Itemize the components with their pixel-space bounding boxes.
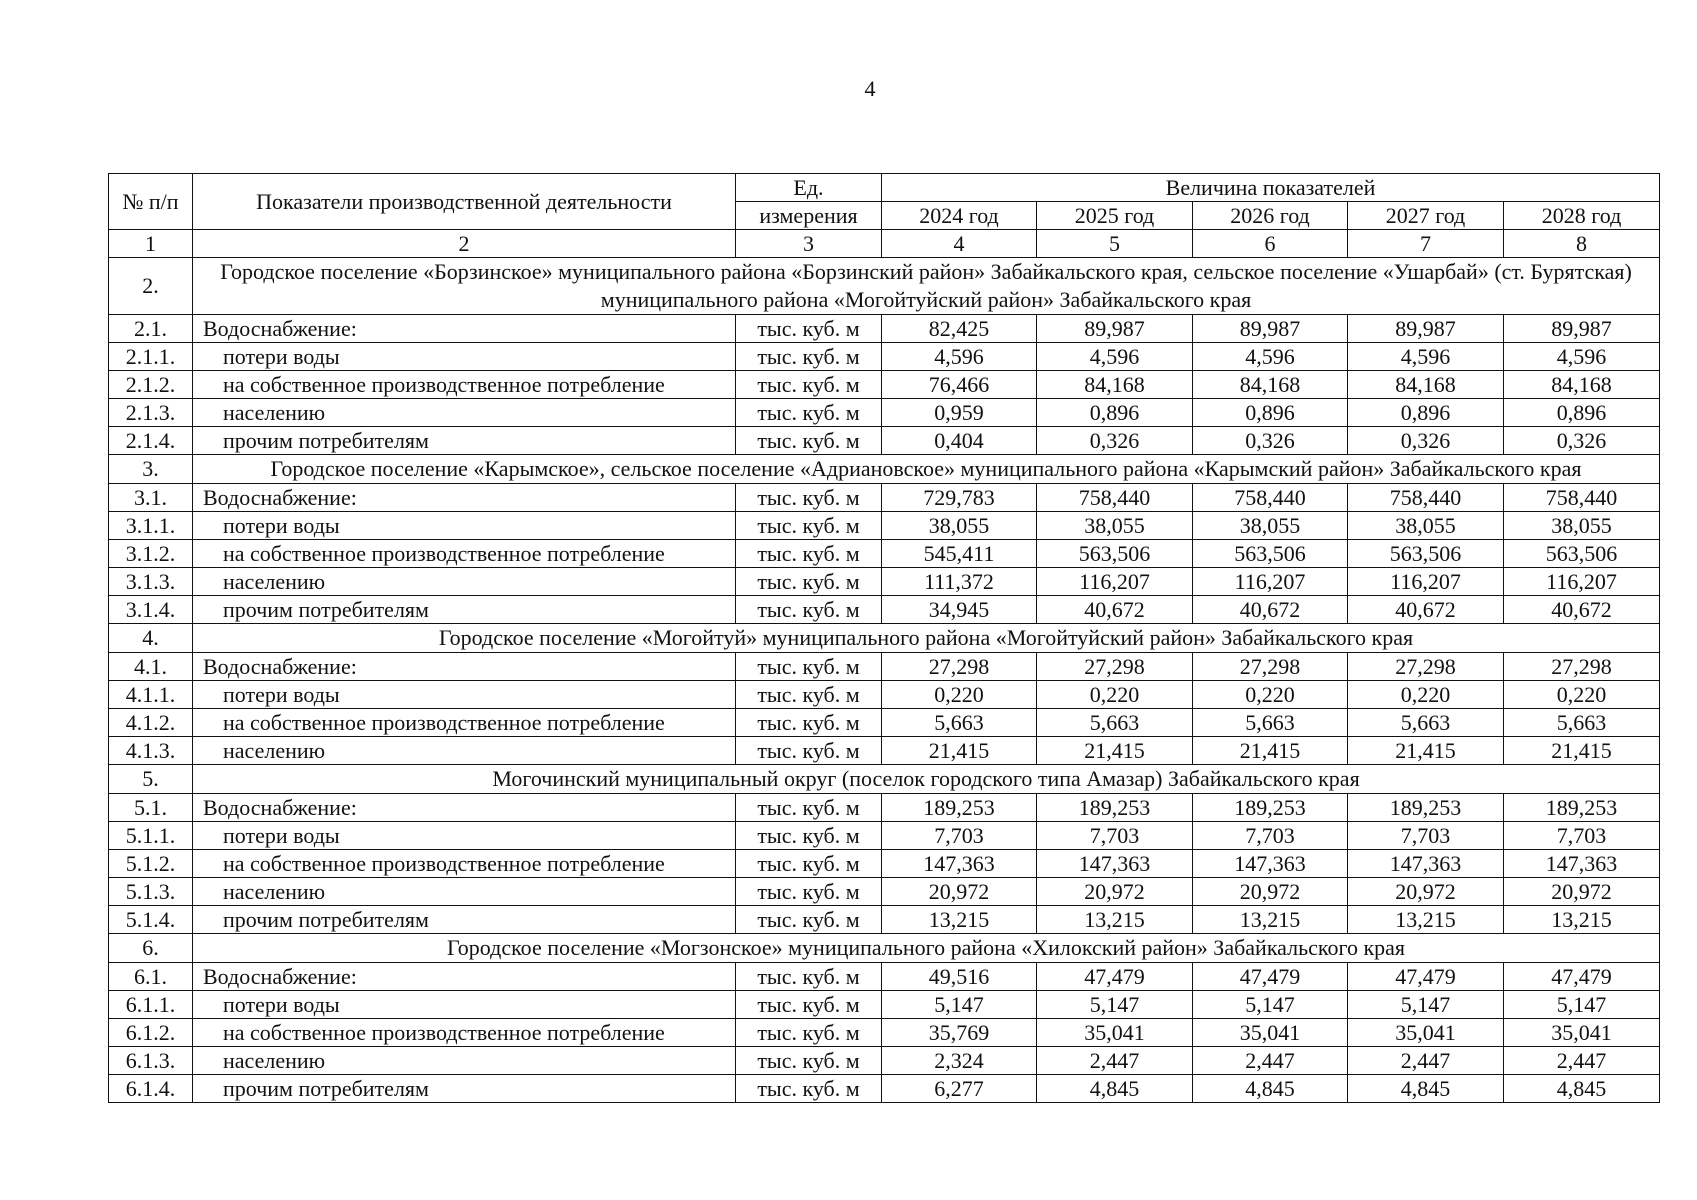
table-row [109, 963, 1660, 991]
row-unit: тыс. куб. м [736, 540, 882, 568]
row-num: 5.1. [109, 794, 193, 822]
row-label: Водоснабжение: [193, 484, 736, 512]
row-value: 7,703 [1348, 822, 1504, 850]
row-value: 21,415 [1037, 737, 1193, 765]
row-unit: тыс. куб. м [736, 568, 882, 596]
row-num: 5.1.3. [109, 878, 193, 906]
row-value: 5,663 [1193, 709, 1348, 737]
row-label: потери воды [193, 822, 736, 850]
row-num: 2.1.1. [109, 343, 193, 371]
header-year: 2027 год [1348, 202, 1504, 230]
row-value: 82,425 [882, 315, 1037, 343]
table-row [109, 1047, 1660, 1075]
row-unit: тыс. куб. м [736, 906, 882, 934]
table-row [109, 399, 1660, 427]
row-value: 35,041 [1348, 1019, 1504, 1047]
table-row [109, 1075, 1660, 1103]
row-unit: тыс. куб. м [736, 1075, 882, 1103]
table-row [109, 343, 1660, 371]
row-value: 7,703 [882, 822, 1037, 850]
row-value: 4,845 [1504, 1075, 1660, 1103]
row-label: Водоснабжение: [193, 653, 736, 681]
row-value: 758,440 [1037, 484, 1193, 512]
section-row [109, 455, 1660, 484]
row-unit: тыс. куб. м [736, 653, 882, 681]
row-num: 4.1.3. [109, 737, 193, 765]
row-value: 84,168 [1193, 371, 1348, 399]
table-row [109, 737, 1660, 765]
row-unit: тыс. куб. м [736, 427, 882, 455]
row-value: 20,972 [882, 878, 1037, 906]
row-value: 116,207 [1348, 568, 1504, 596]
row-value: 758,440 [1504, 484, 1660, 512]
row-num: 2.1.3. [109, 399, 193, 427]
row-value: 147,363 [1037, 850, 1193, 878]
row-value: 0,220 [1348, 681, 1504, 709]
row-value: 13,215 [1504, 906, 1660, 934]
row-value: 4,596 [1348, 343, 1504, 371]
row-value: 4,596 [1037, 343, 1193, 371]
row-value: 0,959 [882, 399, 1037, 427]
table-row [109, 512, 1660, 540]
indicators-table [108, 173, 1660, 1103]
header-year: 2025 год [1037, 202, 1193, 230]
section-row [109, 258, 1660, 315]
row-label: Водоснабжение: [193, 794, 736, 822]
column-number: 7 [1348, 230, 1504, 258]
row-value: 189,253 [882, 794, 1037, 822]
row-value: 4,845 [1348, 1075, 1504, 1103]
row-value: 38,055 [882, 512, 1037, 540]
table-row [109, 822, 1660, 850]
row-label: прочим потребителям [193, 596, 736, 624]
row-value: 47,479 [1037, 963, 1193, 991]
section-row [109, 765, 1660, 794]
table-row [109, 484, 1660, 512]
row-num: 5.1.1. [109, 822, 193, 850]
row-value: 38,055 [1504, 512, 1660, 540]
row-value: 758,440 [1348, 484, 1504, 512]
row-value: 0,220 [1037, 681, 1193, 709]
row-value: 20,972 [1504, 878, 1660, 906]
row-value: 0,896 [1193, 399, 1348, 427]
row-label: на собственное производственное потребление [193, 540, 736, 568]
column-number: 8 [1504, 230, 1660, 258]
row-value: 5,147 [1193, 991, 1348, 1019]
table-row [109, 681, 1660, 709]
row-value: 0,326 [1348, 427, 1504, 455]
table-row [109, 371, 1660, 399]
row-value: 0,404 [882, 427, 1037, 455]
table-row [109, 596, 1660, 624]
row-num: 2.1.4. [109, 427, 193, 455]
row-unit: тыс. куб. м [736, 822, 882, 850]
row-unit: тыс. куб. м [736, 399, 882, 427]
row-value: 89,987 [1348, 315, 1504, 343]
table-row [109, 653, 1660, 681]
row-value: 6,277 [882, 1075, 1037, 1103]
table-row [109, 906, 1660, 934]
row-unit: тыс. куб. м [736, 371, 882, 399]
row-unit: тыс. куб. м [736, 343, 882, 371]
row-label: на собственное производственное потребление [193, 850, 736, 878]
row-num: 3.1.1. [109, 512, 193, 540]
row-value: 47,479 [1504, 963, 1660, 991]
row-unit: тыс. куб. м [736, 484, 882, 512]
row-value: 189,253 [1504, 794, 1660, 822]
row-num: 6.1.3. [109, 1047, 193, 1075]
row-value: 147,363 [1193, 850, 1348, 878]
row-value: 47,479 [1193, 963, 1348, 991]
row-num: 5.1.4. [109, 906, 193, 934]
row-label: Водоснабжение: [193, 963, 736, 991]
row-num: 6.1.4. [109, 1075, 193, 1103]
row-value: 563,506 [1348, 540, 1504, 568]
row-num: 6.1.2. [109, 1019, 193, 1047]
row-value: 89,987 [1037, 315, 1193, 343]
section-title: Городское поселение «Борзинское» муниципального района «Борзинский район» Забайкальского края, сельское поселение «Ушарбай» (ст. Бурятская) муниципального района «Могойтуйский район» Забайкальского края [193, 258, 1660, 315]
row-value: 7,703 [1504, 822, 1660, 850]
header-indicator: Показатели производственной деятельности [193, 174, 736, 230]
row-label: на собственное производственное потребление [193, 371, 736, 399]
row-value: 0,220 [1193, 681, 1348, 709]
row-value: 4,596 [1193, 343, 1348, 371]
row-value: 0,220 [882, 681, 1037, 709]
row-value: 111,372 [882, 568, 1037, 596]
row-value: 27,298 [1504, 653, 1660, 681]
table-row [109, 991, 1660, 1019]
row-num: 2.1.2. [109, 371, 193, 399]
row-value: 35,769 [882, 1019, 1037, 1047]
row-unit: тыс. куб. м [736, 991, 882, 1019]
column-number: 4 [882, 230, 1037, 258]
row-unit: тыс. куб. м [736, 1047, 882, 1075]
row-num: 6.1. [109, 963, 193, 991]
section-title: Могочинский муниципальный округ (поселок городского типа Амазар) Забайкальского края [193, 765, 1660, 794]
row-value: 13,215 [1037, 906, 1193, 934]
row-unit: тыс. куб. м [736, 512, 882, 540]
table-row [109, 540, 1660, 568]
row-value: 5,147 [1504, 991, 1660, 1019]
row-label: потери воды [193, 681, 736, 709]
row-label: населению [193, 737, 736, 765]
row-value: 563,506 [1504, 540, 1660, 568]
row-value: 38,055 [1348, 512, 1504, 540]
row-value: 89,987 [1193, 315, 1348, 343]
row-value: 13,215 [882, 906, 1037, 934]
row-value: 189,253 [1348, 794, 1504, 822]
row-value: 21,415 [1193, 737, 1348, 765]
section-title: Городское поселение «Карымское», сельское поселение «Адриановское» муниципального района «Карымский район» Забайкальского края [193, 455, 1660, 484]
row-label: населению [193, 399, 736, 427]
row-value: 758,440 [1193, 484, 1348, 512]
row-value: 189,253 [1037, 794, 1193, 822]
section-num: 2. [109, 258, 193, 315]
row-label: на собственное производственное потребление [193, 709, 736, 737]
row-value: 35,041 [1193, 1019, 1348, 1047]
column-number: 3 [736, 230, 882, 258]
row-value: 7,703 [1037, 822, 1193, 850]
row-value: 2,447 [1193, 1047, 1348, 1075]
column-number: 5 [1037, 230, 1193, 258]
row-value: 563,506 [1037, 540, 1193, 568]
table-row [109, 794, 1660, 822]
column-number-row [109, 230, 1660, 258]
row-value: 563,506 [1193, 540, 1348, 568]
row-label: потери воды [193, 343, 736, 371]
row-num: 3.1.4. [109, 596, 193, 624]
row-unit: тыс. куб. м [736, 709, 882, 737]
row-value: 2,447 [1504, 1047, 1660, 1075]
header-unit-line1: Ед. [736, 174, 882, 202]
row-value: 89,987 [1504, 315, 1660, 343]
row-value: 40,672 [1037, 596, 1193, 624]
row-num: 2.1. [109, 315, 193, 343]
row-num: 3.1.3. [109, 568, 193, 596]
row-label: прочим потребителям [193, 427, 736, 455]
row-value: 40,672 [1193, 596, 1348, 624]
row-value: 4,596 [1504, 343, 1660, 371]
row-value: 40,672 [1348, 596, 1504, 624]
row-value: 20,972 [1037, 878, 1193, 906]
row-value: 40,672 [1504, 596, 1660, 624]
row-value: 84,168 [1348, 371, 1504, 399]
row-value: 2,447 [1348, 1047, 1504, 1075]
row-value: 0,326 [1037, 427, 1193, 455]
row-unit: тыс. куб. м [736, 878, 882, 906]
header-year: 2026 год [1193, 202, 1348, 230]
row-label: на собственное производственное потребление [193, 1019, 736, 1047]
row-value: 2,447 [1037, 1047, 1193, 1075]
table-row [109, 850, 1660, 878]
row-label: потери воды [193, 991, 736, 1019]
row-value: 0,896 [1348, 399, 1504, 427]
row-value: 4,845 [1037, 1075, 1193, 1103]
section-num: 3. [109, 455, 193, 484]
table-row [109, 568, 1660, 596]
row-label: прочим потребителям [193, 906, 736, 934]
column-number: 2 [193, 230, 736, 258]
row-value: 34,945 [882, 596, 1037, 624]
row-value: 21,415 [882, 737, 1037, 765]
row-value: 47,479 [1348, 963, 1504, 991]
row-unit: тыс. куб. м [736, 315, 882, 343]
row-value: 35,041 [1037, 1019, 1193, 1047]
row-value: 116,207 [1504, 568, 1660, 596]
row-value: 49,516 [882, 963, 1037, 991]
row-value: 38,055 [1193, 512, 1348, 540]
row-num: 3.1. [109, 484, 193, 512]
header-year: 2024 год [882, 202, 1037, 230]
section-num: 4. [109, 624, 193, 653]
row-label: потери воды [193, 512, 736, 540]
row-value: 5,663 [1504, 709, 1660, 737]
row-value: 27,298 [882, 653, 1037, 681]
row-value: 5,147 [882, 991, 1037, 1019]
row-num: 4.1. [109, 653, 193, 681]
row-label: прочим потребителям [193, 1075, 736, 1103]
row-label: Водоснабжение: [193, 315, 736, 343]
header-year: 2028 год [1504, 202, 1660, 230]
row-value: 27,298 [1193, 653, 1348, 681]
row-value: 189,253 [1193, 794, 1348, 822]
row-value: 0,326 [1504, 427, 1660, 455]
row-value: 76,466 [882, 371, 1037, 399]
column-number: 1 [109, 230, 193, 258]
row-value: 13,215 [1348, 906, 1504, 934]
row-value: 27,298 [1348, 653, 1504, 681]
row-value: 5,663 [1037, 709, 1193, 737]
row-value: 84,168 [1037, 371, 1193, 399]
row-num: 6.1.1. [109, 991, 193, 1019]
row-num: 3.1.2. [109, 540, 193, 568]
section-row [109, 934, 1660, 963]
table-row [109, 709, 1660, 737]
row-value: 84,168 [1504, 371, 1660, 399]
section-num: 6. [109, 934, 193, 963]
row-num: 4.1.2. [109, 709, 193, 737]
row-value: 4,596 [882, 343, 1037, 371]
row-value: 5,147 [1348, 991, 1504, 1019]
section-row [109, 624, 1660, 653]
row-unit: тыс. куб. м [736, 681, 882, 709]
row-unit: тыс. куб. м [736, 596, 882, 624]
row-value: 116,207 [1037, 568, 1193, 596]
header-num: № п/п [109, 174, 193, 230]
row-value: 0,896 [1504, 399, 1660, 427]
row-value: 5,663 [1348, 709, 1504, 737]
row-value: 20,972 [1193, 878, 1348, 906]
row-value: 147,363 [1348, 850, 1504, 878]
row-unit: тыс. куб. м [736, 850, 882, 878]
row-unit: тыс. куб. м [736, 737, 882, 765]
row-value: 4,845 [1193, 1075, 1348, 1103]
row-value: 35,041 [1504, 1019, 1660, 1047]
row-value: 27,298 [1037, 653, 1193, 681]
row-num: 4.1.1. [109, 681, 193, 709]
header-unit-line2: измерения [736, 202, 882, 230]
row-value: 13,215 [1193, 906, 1348, 934]
row-unit: тыс. куб. м [736, 1019, 882, 1047]
row-value: 2,324 [882, 1047, 1037, 1075]
row-value: 20,972 [1348, 878, 1504, 906]
page-number: 4 [864, 76, 876, 101]
header-values-group: Величина показателей [882, 174, 1660, 202]
table-row [109, 315, 1660, 343]
row-value: 0,326 [1193, 427, 1348, 455]
row-num: 5.1.2. [109, 850, 193, 878]
row-value: 21,415 [1504, 737, 1660, 765]
row-value: 21,415 [1348, 737, 1504, 765]
row-value: 0,896 [1037, 399, 1193, 427]
row-label: населению [193, 878, 736, 906]
row-value: 147,363 [1504, 850, 1660, 878]
row-value: 7,703 [1193, 822, 1348, 850]
row-value: 0,220 [1504, 681, 1660, 709]
row-label: населению [193, 568, 736, 596]
section-num: 5. [109, 765, 193, 794]
row-value: 147,363 [882, 850, 1037, 878]
row-label: населению [193, 1047, 736, 1075]
section-title: Городское поселение «Могзонское» муниципального района «Хилокский район» Забайкальского края [193, 934, 1660, 963]
row-unit: тыс. куб. м [736, 794, 882, 822]
row-value: 5,147 [1037, 991, 1193, 1019]
table-row [109, 427, 1660, 455]
row-value: 729,783 [882, 484, 1037, 512]
table-row [109, 1019, 1660, 1047]
row-value: 38,055 [1037, 512, 1193, 540]
row-value: 5,663 [882, 709, 1037, 737]
section-title: Городское поселение «Могойтуй» муниципального района «Могойтуйский район» Забайкальского края [193, 624, 1660, 653]
table-row [109, 878, 1660, 906]
row-value: 116,207 [1193, 568, 1348, 596]
column-number: 6 [1193, 230, 1348, 258]
row-unit: тыс. куб. м [736, 963, 882, 991]
row-value: 545,411 [882, 540, 1037, 568]
